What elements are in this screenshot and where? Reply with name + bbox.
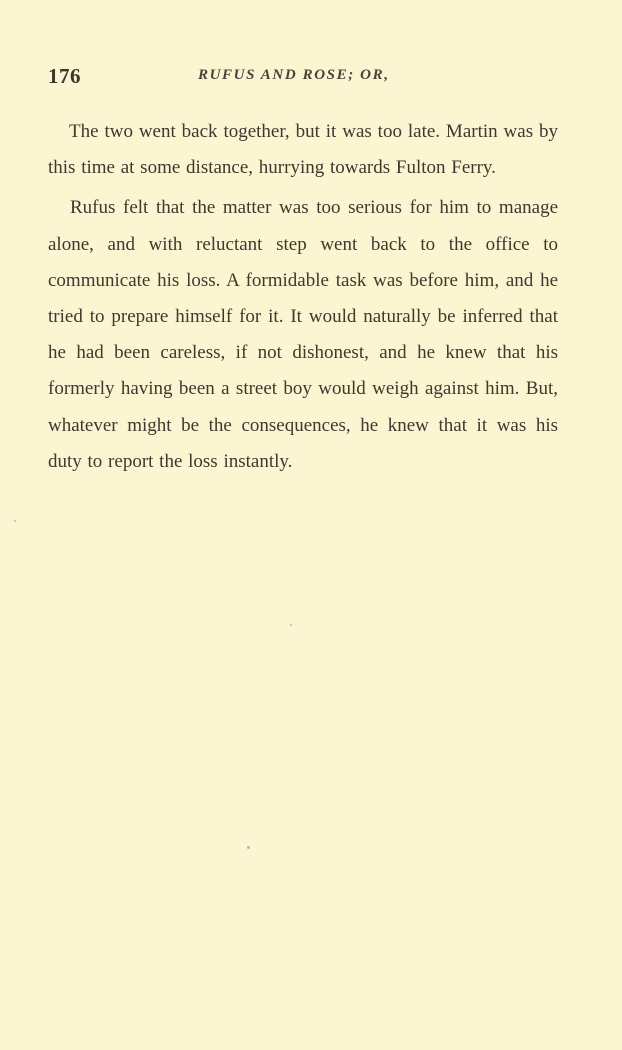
running-title: RUFUS AND ROSE; OR, [198,67,390,83]
body-text [48,114,558,484]
paragraph-1: The two went back together, but it was too late. Martin was by this time at some distance, hurrying towards Fulton Ferry. [48,121,558,179]
paper-speck [247,846,250,849]
page-number: 176 [48,64,81,88]
running-head [48,64,556,94]
paper-speck [290,624,292,626]
paper-speck [14,520,16,522]
paragraph-2: Rufus felt that the matter was too serious for him to manage alone, and with reluctant step went back to the office to communicate his loss. A formidable task was before him, and he tried to prepare himself for it. It would naturally be inferred that he had been careless, if not dishonest, and he knew that his formerly having been a street boy would weigh against him. But, whatever might be the consequences, he knew that it was his duty to report the loss instantly. [48,197,558,472]
